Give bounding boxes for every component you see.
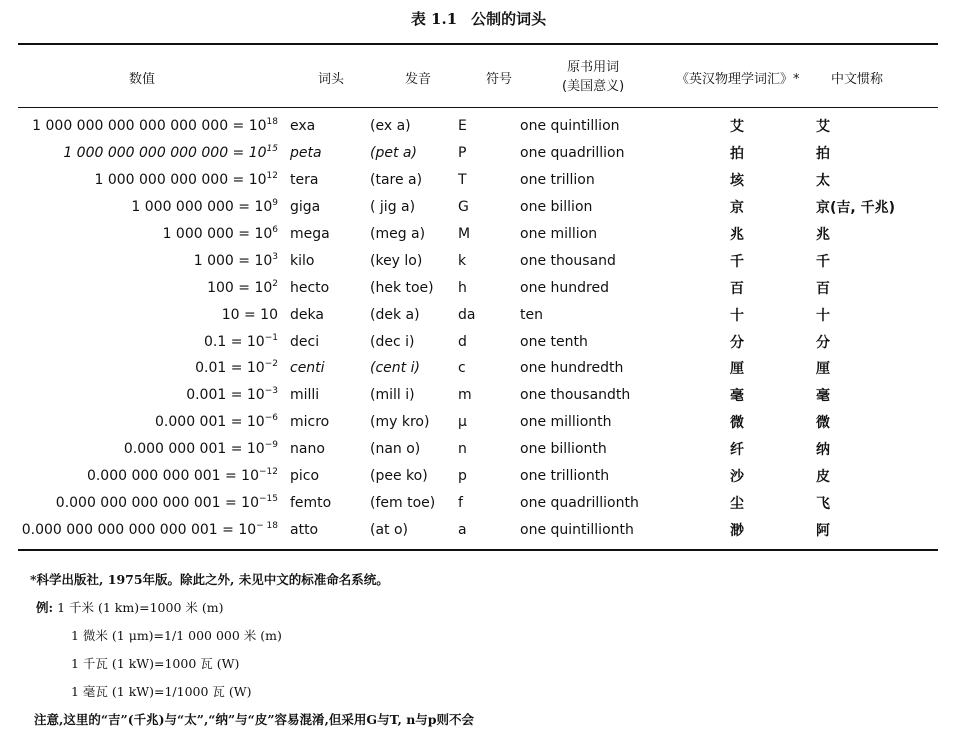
table-row [18, 247, 938, 274]
us-meaning-cell: one million [520, 226, 598, 242]
header-dictionary: 《英汉物理学词汇》* [676, 71, 800, 87]
pronunciation-cell: (pee ko) [370, 468, 428, 485]
value-cell [18, 463, 290, 490]
dictionary-term-cell: 拍 [730, 146, 744, 163]
value-cell [18, 382, 290, 409]
value-text: 0.000 000 000 001 = 10 [86, 468, 259, 485]
symbol-cell: d [458, 333, 467, 350]
value-cell [18, 274, 290, 301]
pronunciation-cell: (dec i) [370, 333, 415, 350]
prefix-cell: femto [290, 494, 332, 511]
pronunciation-cell: (key lo) [370, 252, 423, 269]
common-name-cell: 厘 [816, 361, 830, 378]
dictionary-term-cell: 微 [730, 415, 744, 432]
value-cell [18, 489, 290, 516]
exponent: −12 [259, 467, 278, 478]
header-pronunciation: 发音 [405, 71, 432, 87]
value-text: 0.1 = 10 [204, 333, 265, 350]
table-title [0, 8, 957, 29]
exponent: −9 [264, 440, 278, 451]
dictionary-term-cell: 分 [730, 334, 744, 351]
common-name-cell: 十 [816, 307, 830, 324]
value-cell [18, 194, 290, 221]
table-row [18, 409, 938, 436]
us-meaning-cell: one billion [520, 199, 593, 216]
dictionary-term-cell: 尘 [730, 495, 744, 512]
table-row [18, 194, 938, 221]
value-cell [18, 167, 290, 194]
caution-note: 注意,这里的“吉”(千兆)与“太”,“纳”与“皮”容易混淆,但采用G与T, n与p则不会 [34, 712, 475, 727]
exponent: −15 [259, 493, 278, 504]
value-text: 0.001 = 10 [186, 387, 265, 404]
header-prefix: 词头 [318, 71, 345, 87]
table-row [18, 328, 938, 355]
us-meaning-cell: one quintillionth [520, 521, 634, 538]
prefix-cell: atto [290, 521, 319, 538]
symbol-cell: m [458, 387, 472, 404]
header-common-name: 中文惯称 [831, 71, 884, 87]
notes [30, 566, 475, 734]
table-row [18, 274, 938, 301]
value-text: 1 000 000 = 10 [162, 226, 273, 242]
example-4: 1 毫瓦 (1 kW)=1/1000 瓦 (W) [71, 684, 252, 699]
value-text: 0.000 000 001 = 10 [123, 441, 265, 458]
symbol-cell: f [458, 494, 463, 511]
symbol-cell: h [458, 279, 467, 296]
pronunciation-cell: (mill i) [370, 387, 415, 404]
pronunciation-cell: (pet a) [370, 145, 417, 162]
dictionary-term-cell: 千 [730, 253, 744, 270]
table-row [18, 382, 938, 409]
value-text: 0.000 001 = 10 [155, 414, 265, 431]
table-caption: 公制的词头 [471, 10, 547, 28]
exponent: − 18 [256, 520, 278, 531]
dictionary-term-cell: 毫 [730, 388, 744, 405]
common-name-cell: 纳 [816, 442, 830, 459]
common-name-cell: 拍 [816, 146, 830, 163]
us-meaning-cell: ten [520, 306, 543, 323]
symbol-cell: a [458, 521, 467, 538]
prefix-cell: deka [290, 306, 324, 323]
table-number: 表 1.1 [410, 10, 458, 28]
exponent: −2 [264, 359, 278, 370]
us-meaning-cell: one hundredth [520, 360, 624, 377]
value-cell [18, 355, 290, 382]
pronunciation-cell: (at o) [370, 521, 409, 538]
header-us-meaning [562, 52, 624, 102]
footnote: *科学出版社, 1975年版。除此之外, 未见中文的标准命名系统。 [30, 572, 389, 587]
common-name-cell: 艾 [816, 119, 830, 136]
prefix-cell: deci [290, 333, 320, 350]
prefix-cell: milli [290, 387, 320, 404]
symbol-cell: μ [458, 414, 467, 431]
symbol-cell: P [458, 145, 467, 162]
prefix-cell: exa [290, 118, 316, 135]
value-text: 1 000 000 000 000 000 000 = 10 [32, 118, 267, 135]
value-text: 1 000 000 000 000 = 10 [94, 172, 267, 189]
dictionary-term-cell: 渺 [730, 522, 744, 539]
symbol-cell: c [458, 360, 466, 377]
exponent: 9 [272, 198, 278, 209]
table-row [18, 436, 938, 463]
value-cell [18, 328, 290, 355]
symbol-cell: n [458, 441, 467, 458]
dictionary-term-cell: 纤 [730, 442, 744, 459]
prefix-cell: centi [290, 360, 325, 377]
example-1 [36, 594, 474, 622]
symbol-cell: p [458, 468, 467, 485]
value-cell [18, 140, 290, 167]
table-row [18, 355, 938, 382]
us-meaning-cell: one thousand [520, 252, 616, 269]
pronunciation-cell: (hek toe) [370, 279, 434, 296]
pronunciation-cell: (cent i) [370, 360, 420, 377]
dictionary-term-cell: 兆 [730, 227, 744, 243]
prefix-cell: pico [290, 468, 320, 485]
prefix-table [18, 113, 938, 543]
common-name-cell: 百 [816, 280, 830, 297]
symbol-cell: G [458, 199, 469, 216]
value-text: 1 000 000 000 000 000 = 10 [63, 145, 267, 162]
us-meaning-cell: one quadrillionth [520, 494, 639, 511]
common-name-cell: 太 [816, 173, 830, 190]
pronunciation-cell: (my kro) [370, 414, 430, 431]
value-text: 10 = 10 [221, 306, 278, 323]
us-meaning-cell: one trillionth [520, 468, 610, 485]
value-text: 1 000 000 000 = 10 [131, 199, 273, 216]
prefix-cell: mega [290, 226, 330, 242]
example-label: 例: [36, 600, 54, 615]
us-meaning-cell: one thousandth [520, 387, 631, 404]
exponent: 6 [272, 225, 278, 235]
us-meaning-cell: one hundred [520, 279, 609, 296]
us-meaning-cell: one quintillion [520, 118, 620, 135]
prefix-cell: peta [290, 145, 322, 162]
symbol-cell: k [458, 252, 467, 269]
common-name-cell: 京(吉, 千兆) [816, 200, 895, 217]
pronunciation-cell: (ex a) [370, 118, 411, 135]
value-cell [18, 301, 290, 328]
us-meaning-cell: one tenth [520, 333, 588, 350]
pronunciation-cell: (dek a) [370, 306, 420, 323]
header-us-meaning-line1: 原书用词 [567, 60, 620, 75]
common-name-cell: 飞 [816, 495, 830, 512]
header-us-meaning-line2: (美国意义) [562, 79, 625, 94]
pronunciation-cell: (nan o) [370, 441, 421, 458]
symbol-cell: M [458, 226, 471, 242]
exponent: 2 [272, 278, 278, 289]
common-name-cell: 阿 [816, 522, 830, 539]
symbol-cell: da [458, 306, 476, 323]
pronunciation-cell: ( jig a) [370, 199, 416, 216]
value-cell [18, 516, 290, 543]
common-name-cell: 微 [816, 415, 830, 432]
pronunciation-cell: (fem toe) [370, 494, 436, 511]
value-text: 100 = 10 [207, 279, 273, 296]
table-row [18, 301, 938, 328]
bottom-rule [18, 549, 938, 551]
common-name-cell: 兆 [816, 227, 830, 243]
dictionary-term-cell: 厘 [730, 361, 744, 378]
prefix-cell: giga [290, 199, 321, 216]
value-cell [18, 113, 290, 140]
value-text: 0.000 000 000 000 001 = 10 [55, 494, 259, 511]
value-cell [18, 247, 290, 274]
table-row [18, 221, 938, 248]
common-name-cell: 千 [816, 253, 830, 270]
exponent: 15 [266, 144, 278, 155]
exponent: 18 [266, 117, 278, 128]
value-text: 1 000 = 10 [193, 252, 273, 269]
value-text: 0.000 000 000 000 000 001 = 10 [21, 521, 257, 538]
value-cell [18, 436, 290, 463]
example-3: 1 千瓦 (1 kW)=1000 瓦 (W) [71, 656, 240, 671]
pronunciation-cell: (meg a) [370, 226, 426, 242]
table-row [18, 113, 938, 140]
table-row [18, 140, 938, 167]
value-cell [18, 221, 290, 248]
table-row [18, 463, 938, 490]
table-row [18, 167, 938, 194]
us-meaning-cell: one billionth [520, 441, 607, 458]
dictionary-term-cell: 沙 [730, 469, 744, 486]
dictionary-term-cell: 京 [730, 200, 744, 217]
exponent: −6 [264, 413, 278, 424]
exponent: 12 [266, 171, 278, 182]
exponent: −3 [264, 386, 278, 397]
prefix-cell: hecto [290, 279, 330, 296]
value-text: 0.01 = 10 [195, 360, 265, 377]
pronunciation-cell: (tare a) [370, 172, 423, 189]
example-2: 1 微米 (1 μm)=1/1 000 000 米 (m) [71, 628, 282, 643]
dictionary-term-cell: 艾 [730, 119, 744, 136]
prefix-cell: kilo [290, 252, 315, 269]
header-value: 数值 [128, 71, 155, 87]
prefix-cell: nano [290, 441, 325, 458]
common-name-cell: 皮 [816, 469, 830, 486]
header-rule [18, 107, 938, 108]
exponent: −1 [264, 332, 278, 343]
table-row [18, 489, 938, 516]
dictionary-term-cell: 垓 [730, 173, 744, 190]
header-symbol: 符号 [486, 71, 513, 87]
common-name-cell: 毫 [816, 388, 830, 405]
exponent: 3 [272, 251, 278, 262]
dictionary-term-cell: 十 [730, 307, 744, 324]
prefix-cell: micro [290, 414, 330, 431]
us-meaning-cell: one quadrillion [520, 145, 625, 162]
top-rule [18, 43, 938, 45]
us-meaning-cell: one millionth [520, 414, 612, 431]
example-1-text: 1 千米 (1 km)=1000 米 (m) [57, 600, 224, 615]
common-name-cell: 分 [816, 334, 830, 351]
prefix-cell: tera [290, 172, 319, 189]
symbol-cell: E [458, 118, 467, 135]
dictionary-term-cell: 百 [730, 280, 744, 297]
value-cell [18, 409, 290, 436]
us-meaning-cell: one trillion [520, 172, 595, 189]
symbol-cell: T [458, 172, 467, 189]
table-row [18, 516, 938, 543]
